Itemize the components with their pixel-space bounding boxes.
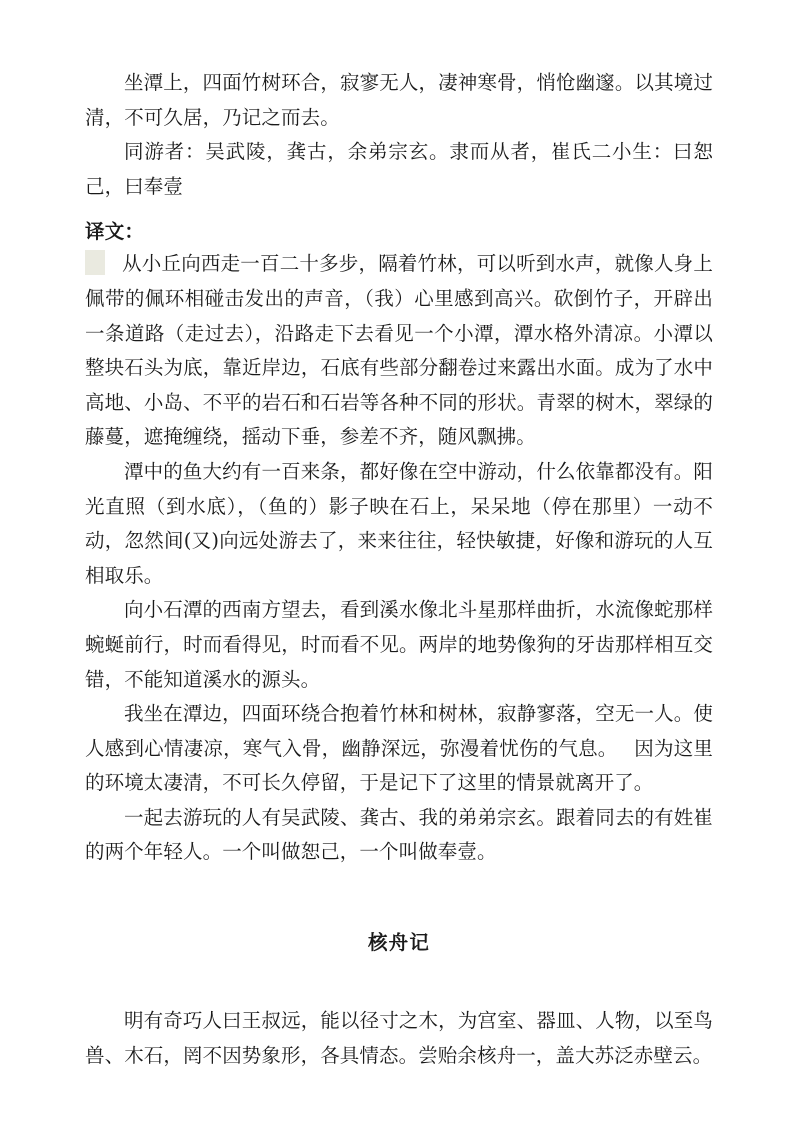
spacer-after-source xyxy=(85,204,713,216)
translation-paragraph-5: 一起去游玩的人有吴武陵、龚古、我的弟弟宗玄。跟着同去的有姓崔的两个年轻人。一个叫做恕己，一个叫做奉壹。 xyxy=(85,805,713,864)
page-content xyxy=(85,66,713,1073)
translation-paragraph-4 xyxy=(85,697,713,801)
translation-paragraph-2: 潭中的鱼大约有一百来条，都好像在空中游动，什么依靠都没有。阳光直照（到水底），（鱼的）影子映在石上，呆呆地（停在那里）一动不动，忽然间(又)向远处游去了，来来往往，轻快敏捷，好像和游玩的人互相取乐。 xyxy=(85,459,713,587)
spacer-after-title xyxy=(85,958,713,1004)
translation-heading: 译文： xyxy=(85,220,145,244)
translation-paragraph-1 xyxy=(85,247,713,455)
translation-paragraph-1-text: 从小丘向西走一百二十多步，隔着竹林，可以听到水声，就像人身上佩带的佩环相碰击发出的声音，（我）心里感到高兴。砍倒竹子，开辟出一条道路（走过去），沿路走下去看见一个小潭，潭水格外清凉。小潭以整块石头为底，靠近岸边，石底有些部分翻卷过来露出水面。成为了水中高地、小岛、不平的岩石和石岩等各种不同的形状。青翠的树木，翠绿的藤蔓，遮掩缠绕，摇动下垂，参差不齐，随风飘拂。 xyxy=(85,252,713,449)
translation-paragraph-3: 向小石潭的西南方望去，看到溪水像北斗星那样曲折，水流像蛇那样蜿蜒前行，时而看得见，时而看不见。两岸的地势像狗的牙齿那样相互交错，不能知道溪水的源头。 xyxy=(85,598,713,691)
source-paragraph-2: 同游者：吴武陵，龚古，余弟宗玄。隶而从者，崔氏二小生：曰恕己，曰奉壹 xyxy=(85,140,713,198)
translation-block xyxy=(85,247,713,870)
translation-paragraph-4-part-b: 因为这里的环境太凄清，不可长久停留，于是记下了这里的情景就离开了。 xyxy=(85,736,714,795)
source-text-block xyxy=(85,66,713,204)
source-paragraph-1: 坐潭上，四面竹树环合，寂寥无人，凄神寒骨，悄怆幽邃。以其境过清，不可久居，乃记之而去。 xyxy=(85,71,713,129)
translation-paragraph-4-part-a: 我坐在潭边，四面环绕合抱着竹林和树林，寂静寥落，空无一人。使人感到心情凄凉，寒气入骨，幽静深远，弥漫着忧伤的气息。 xyxy=(85,702,713,760)
article-title-hezhouji: 核舟记 xyxy=(367,931,431,955)
next-article-paragraph-1: 明有奇巧人曰王叔远，能以径寸之木，为宫室、器皿、人物，以至鸟兽、木石，罔不因势象形，各具情态。尝贻余核舟一，盖大苏泛赤壁云。 xyxy=(85,1009,713,1067)
spacer-before-next-article xyxy=(85,870,713,928)
highlight-marker-box xyxy=(85,250,105,275)
